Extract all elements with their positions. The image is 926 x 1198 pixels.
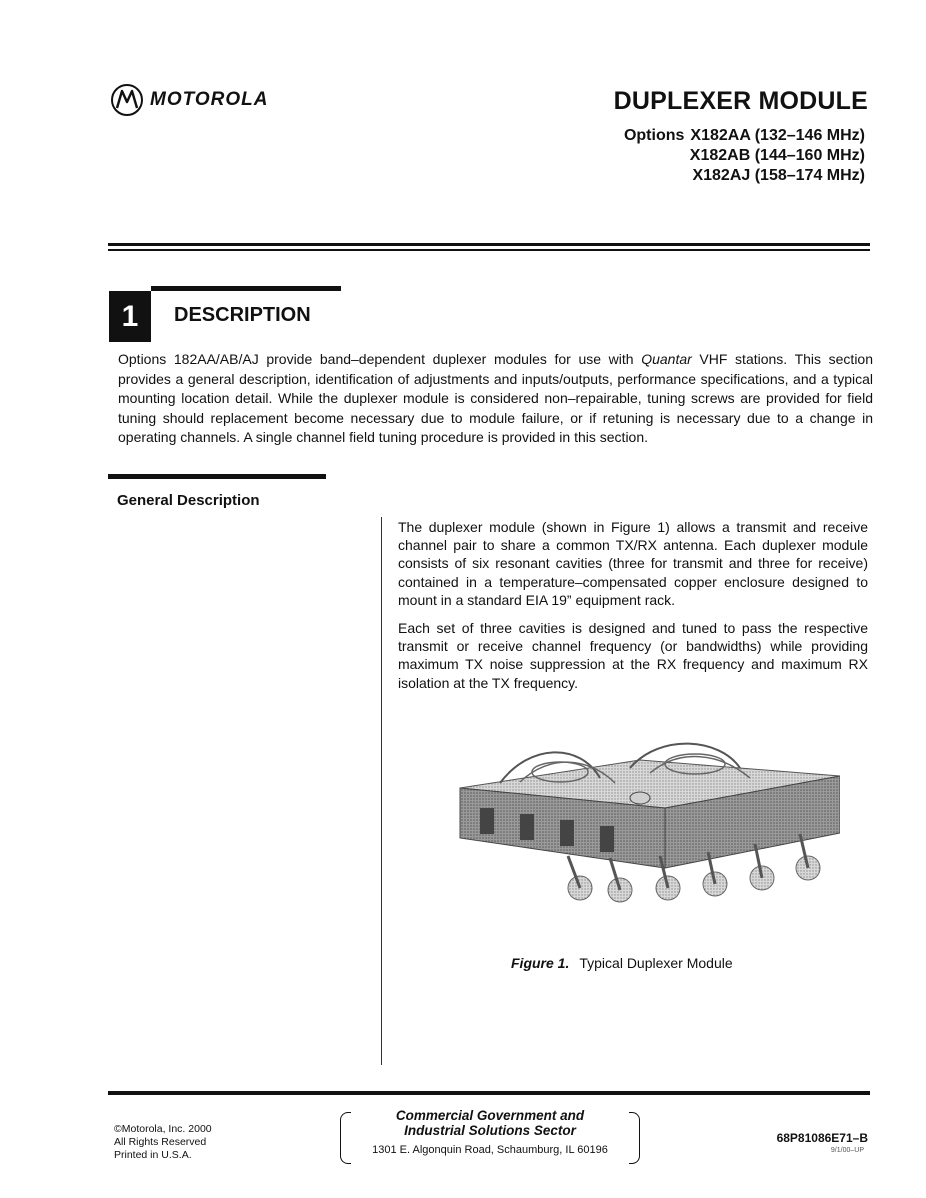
- options-label: Options: [623, 127, 685, 144]
- option-line-1: Options X182AA (132–146 MHz): [623, 127, 865, 144]
- duplexer-module-photo: [440, 738, 840, 928]
- document-number: 68P81086E71–B: [776, 1131, 868, 1145]
- footer-rule: [108, 1091, 870, 1095]
- sector-name: Commercial Government and Industrial Solutions Sector: [395, 1108, 585, 1138]
- figure-caption-text: Typical Duplexer Module: [579, 955, 733, 971]
- body-paragraph-1: The duplexer module (shown in Figure 1) allows a transmit and receive channel pair to share a common TX/RX antenna. Each duplexer module consists of six resonant cavities (three for transmit and three for receive) contained in a temperature–compensated copper enclosure designed to mount in a standard EIA 19” equipment rack.: [398, 519, 868, 608]
- section-bar: [151, 286, 341, 291]
- option-line-3: X182AJ (158–174 MHz): [692, 167, 865, 184]
- subsection-bar: [108, 474, 326, 479]
- duplexer-module-image: [440, 738, 840, 928]
- header-divider: [108, 243, 870, 252]
- column-divider: [381, 517, 382, 1065]
- sector-block: [340, 1108, 640, 1164]
- body-column: [398, 518, 868, 702]
- option-line-2: X182AB (144–160 MHz): [689, 147, 865, 164]
- page-title: DUPLEXER MODULE: [613, 87, 868, 115]
- document-date: 9/1/00–UP: [830, 1147, 864, 1154]
- body-paragraph-2: Each set of three cavities is designed and tuned to pass the respective transmit or receive channel frequency (or bandwidths) while providing maximum TX noise suppression at the RX frequency and maximum RX isolation at the TX frequency.: [398, 620, 868, 691]
- brand-name: MOTOROLA: [150, 89, 269, 110]
- printed-line: Printed in U.S.A.: [114, 1149, 192, 1161]
- product-name-italic: Quantar: [641, 351, 692, 367]
- rights-line: All Rights Reserved: [114, 1136, 207, 1148]
- motorola-logo: [110, 80, 268, 120]
- copyright-line: ©Motorola, Inc. 2000: [114, 1123, 212, 1135]
- section-title: DESCRIPTION: [174, 304, 311, 326]
- intro-paragraph: Options 182AA/AB/AJ provide band–dependent duplexer modules for use with Quantar VHF stations. This section provides a general description, identification of adjustments and inputs/outputs, performance specifications, and a typical mounting location detail. While the duplexer module is considered non–repairable, tuning screws are provided for field tuning should replacement become necessary due to module failure, or if retuning is necessary due to a change in operating channels. A single channel field tuning procedure is provided in this section.: [118, 351, 874, 445]
- sector-address: 1301 E. Algonquin Road, Schaumburg, IL 60196: [372, 1144, 608, 1156]
- copyright-block: [114, 1123, 212, 1162]
- motorola-batwing-icon: [110, 83, 144, 117]
- section-number: 1: [109, 291, 151, 342]
- subsection-title: General Description: [117, 492, 260, 509]
- figure-caption: [511, 955, 733, 971]
- figure-label: Figure 1.: [511, 955, 570, 971]
- options-list: [624, 126, 865, 186]
